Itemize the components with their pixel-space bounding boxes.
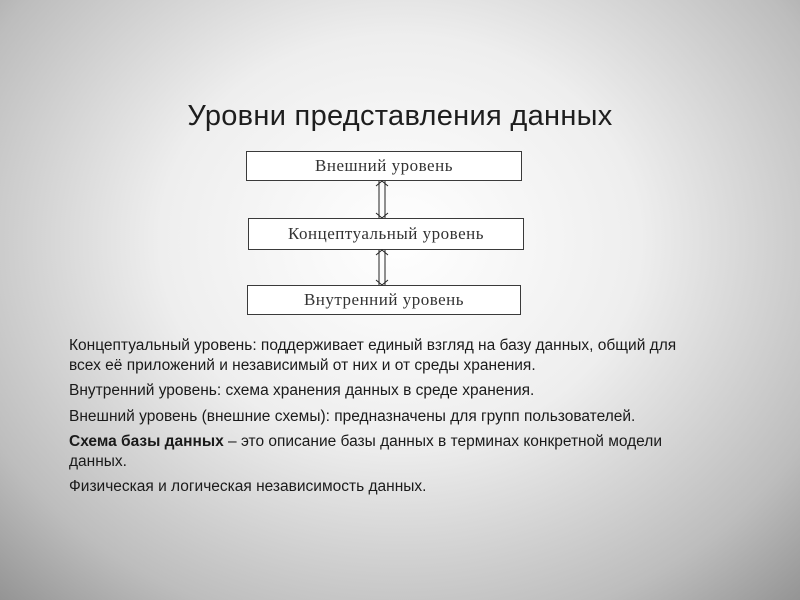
conceptual-level-box: Концептуальный уровень [248,218,524,250]
independence-paragraph: Физическая и логическая независимость данных. [69,478,427,495]
slide-body [69,336,709,503]
bidirectional-arrow-icon [371,180,393,219]
schema-definition: – это описание базы данных в терминах конкретной модели данных. [69,433,662,470]
conceptual-level-paragraph: Концептуальный уровень: поддерживает единый взгляд на базу данных, общий для всех её приложений и независимый от них и от среды хранения. [69,337,677,374]
schema-paragraph [69,432,709,471]
internal-level-paragraph: Внутренний уровень: схема хранения данных в среде хранения. [69,382,535,399]
slide-title: Уровни представления данных [187,100,613,132]
internal-level-box: Внутренний уровень [247,285,521,315]
schema-term: Схема базы данных [69,433,224,450]
bidirectional-arrow-icon [371,249,393,286]
external-level-box: Внешний уровень [246,151,522,181]
external-level-paragraph: Внешний уровень (внешние схемы): предназначены для групп пользователей. [69,407,636,425]
